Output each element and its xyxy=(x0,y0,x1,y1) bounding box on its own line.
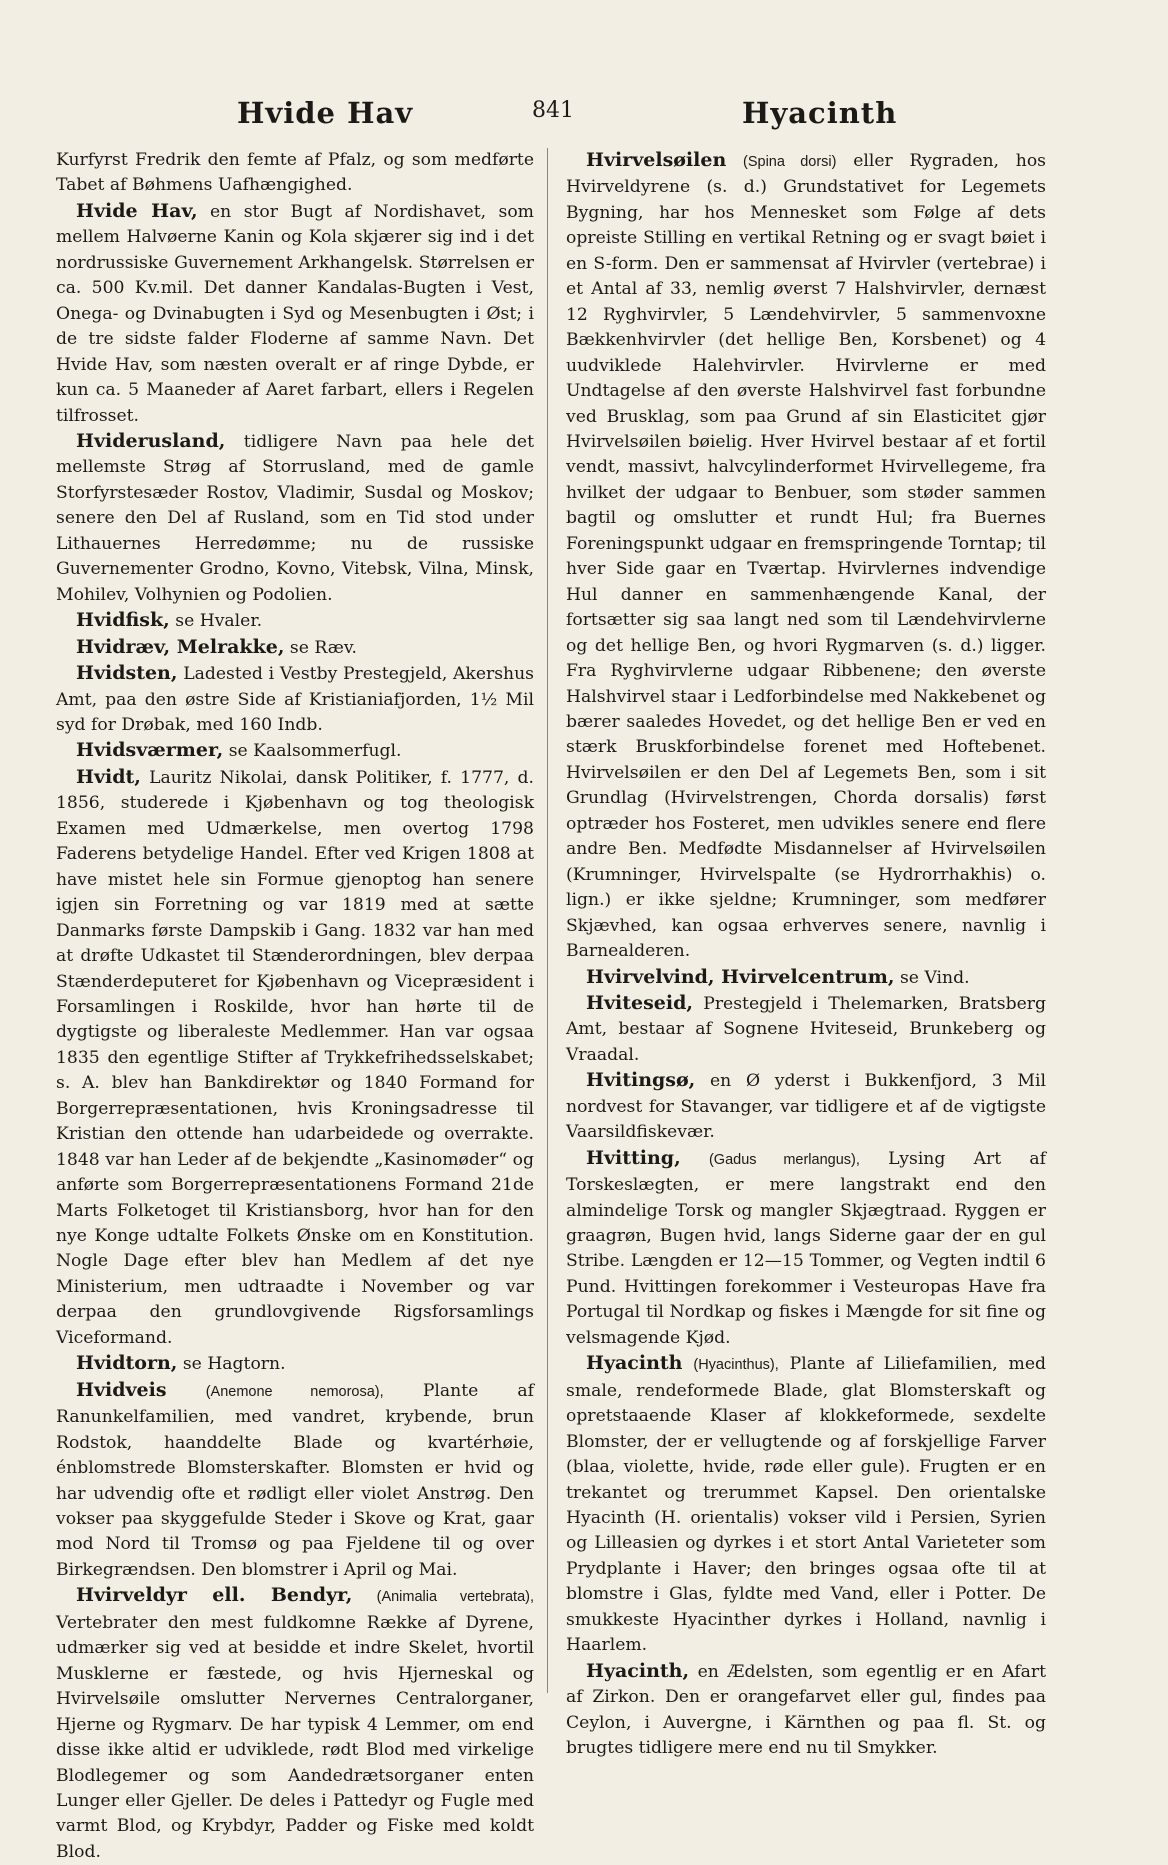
entry-headword: Hyacinth xyxy=(586,1352,683,1375)
dictionary-entry xyxy=(56,608,534,634)
entry-text: Lysing Art af Torskeslægten, er mere langstrakt end den almindelige Torsk og mangler Skjægtraad. Ryggen er graagrøn, Bugen hvid, langs Siderne gaar der en gul Stribe. Længden er 12—15 Tommer, og Vegten indtil 6 Pund. Hvittingen forekommer i Vesteuropas Have fra Portugal til Nordkap og fiskes i Mængde for sit fine og velsmagende Kjød. xyxy=(566,1148,1047,1348)
entry-headword: Hvide Hav, xyxy=(76,199,198,222)
entry-headword: Hvidtorn, xyxy=(76,1352,178,1375)
dictionary-entry xyxy=(566,965,1046,991)
right-column xyxy=(566,148,1046,1762)
entry-headword: Hvitingsø, xyxy=(586,1069,696,1092)
entry-scientific-name: (Animalia vertebrata), xyxy=(376,1589,534,1606)
left-column xyxy=(56,148,534,1865)
entry-headword: Hviteseid, xyxy=(586,991,693,1014)
entry-text: se Hvaler. xyxy=(175,611,263,632)
entry-scientific-name: (Anemone nemorosa), xyxy=(205,1383,384,1400)
entry-headword: Hvirvelsøilen xyxy=(586,149,727,171)
entry-headword: Hvidræv, Melrakke, xyxy=(76,635,285,658)
dictionary-entry xyxy=(56,1378,534,1584)
entry-text: eller Rygraden, hos Hvirveldyrene (s. d.) Grundstativet for Legemets Bygning, har hos Mennesket som Følge af dets opreiste Stilling en vertikal Retning og er svagt bøiet i en S-form. Den er sammensat af Hvirvler (vertebrae) i et Antal af 33, nemlig øverst 7 Halshvirvler, dernæst 12 Ryghvirvler, 5 Lændehvirvler, 5 sammenvoxne Bækkenhvirvler (det hellige Ben, Korsbenet) og 4 uudviklede Halehvirvler. Hvirvlerne er med Undtagelse af den øverste Halshvirvel fast forbundne ved Brusklag, som paa Grund af sin Elasticitet gjør Hvirvelsøilen bøielig. Hver Hvirvel bestaar af et fortil vendt, massivt, halvcylinderformet Hvirvellegeme, fra hvilket der udgaar to Benbuer, som støder sammen bagtil og omslutter et rundt Hul; fra Buernes Foreningspunkt udgaar en fremspringende Torntap; til hver Side gaar en Tværtap. Hvirvlernes indvendige Hul danner en sammenhængende Kanal, der fortsætter sig saa langt ned som til Lændehvirvlerne og det hellige Ben, og hvori Rygmarven (s. d.) ligger. Fra Ryghvirvlerne udgaar Ribbenene; den øverste Halshvirvel staar i Ledforbindelse med Nakkebenet og bærer saaledes Hovedet, og det hellige Ben er ved en stærk Bruskforbindelse forenet med Hoftebenet. Hvirvelsøilen er den Del af Legemets Ben, som i sit Grundlag (Hvirvelstrengen, Chorda dorsalis) først optræder hos Fosteret, men udvikles senere end flere andre Ben. Medfødte Misdannelser af Hvirvelsøilen (Krumninger, Hvirvelspalte (se Hydrorrhakhis) o. lign.) er ikke sjeldne; Krumninger, som medfører Skjævhed, kan ogsaa erhverves senere, navnlig i Barnealderen. xyxy=(566,151,1046,962)
entry-text: se Hagtorn. xyxy=(182,1354,286,1375)
dictionary-entry xyxy=(56,148,534,199)
dictionary-entry xyxy=(56,635,534,661)
dictionary-entry xyxy=(566,991,1046,1068)
dictionary-entry xyxy=(56,199,534,429)
entry-scientific-name: (Spina dorsi) xyxy=(743,154,837,170)
dictionary-entry xyxy=(56,765,534,1351)
entry-text: se Ræv. xyxy=(289,637,358,658)
entry-text: Kurfyrst Fredrik den femte af Pfalz, og som medførte Tabet af Bøhmens Uafhængighed. xyxy=(56,150,534,196)
running-head-right: Hyacinth xyxy=(742,96,898,130)
entry-text: en Ø yderst i Bukkenfjord, 3 Mil nordvest for Stavanger, var tidligere et af de vigtigste Vaarsildfiskevær. xyxy=(566,1071,1046,1143)
entry-text: en Ædelsten, som egentlig er en Afart af Zirkon. Den er orangefarvet eller gul, findes paa Ceylon, i Auvergne, i Kärnthen og paa fl. St. og brugtes tidligere mere end nu til Smykker. xyxy=(566,1661,1046,1759)
dictionary-entry xyxy=(566,1351,1046,1658)
dictionary-entry xyxy=(56,1351,534,1377)
entry-text: Ladested i Vestby Prestegjeld, Akershus Amt, paa den østre Side af Kristianiafjorden, 1½ Mil syd for Drøbak, med 160 Indb. xyxy=(56,664,534,735)
entry-text: Prestegjeld i Thelemarken, Bratsberg Amt, bestaar af Sognene Hviteseid, Brunkeberg og Vraadal. xyxy=(566,993,1046,1065)
entry-scientific-name: (Gadus merlangus), xyxy=(708,1151,860,1168)
entry-text: Lauritz Nikolai, dansk Politiker, f. 1777, d. 1856, studerede i Kjøbenhavn og tog theologisk Examen med Udmærkelse, men overtog 1798 Faderens betydelige Handel. Efter ved Krigen 1808 at have mistet hele sin Formue gjenoptog han senere igjen sin Forretning og var 1819 med at sætte Danmarks første Dampskib i Gang. 1832 var han med at drøfte Udkastet til Stænderordningen, blev derpaa Stænderdeputeret for Kjøbenhavn og Vicepræsident i Forsamlingen i Roskilde, hvor han hørte til de dygtigste og liberaleste Medlemmer. Han var ogsaa 1835 den egentlige Stifter af Trykkefrihedsselskabet; s. A. blev han Bankdirektør og 1840 Formand for Borgerrepræsentationen, hvis Kroningsadresse til Kristian den ottende han udarbeidede og overrakte. 1848 var han Leder af de bekjendte „Kasinomøder“ og anførte som Borgerrepræsentationens Formand 21de Marts Folketoget til Kristiansborg, hvor han for den nye Konge udtalte Folkets Ønske om en Konstitution. Nogle Dage efter blev han Medlem af det nye Ministerium, men udtraadte i November og var derpaa den grundlovgivende Rigsforsamlings Viceformand. xyxy=(56,767,534,1348)
entry-headword: Hvidfisk, xyxy=(76,609,170,632)
entry-scientific-name: (Hyacinthus), xyxy=(693,1357,779,1374)
entry-text: Plante af Ranunkelfamilien, med vandret, krybende, brun Rodstok, haanddelte Blade og kvartérhøie, énblomstrede Blomsterskafter. Blomsten er hvid og har udvendig ofte et rødligt eller violet Anstrøg. Den vokser paa skyggefulde Steder i Skove og Krat, gaar mod Nord til Tromsø og paa Fjeldene til og over Birkegrændsen. Den blomstrer i April og Mai. xyxy=(56,1380,535,1580)
dictionary-entry xyxy=(566,1146,1046,1352)
entry-headword: Hvirveldyr ell. Bendyr, xyxy=(76,1584,353,1607)
running-head-left: Hvide Hav xyxy=(237,96,414,130)
dictionary-entry xyxy=(566,148,1046,965)
entry-text: se Vind. xyxy=(899,967,970,988)
entry-text: tidligere Navn paa hele det mellemste Strøg af Storrusland, med de gamle Storfyrstesæder Rostov, Vladimir, Susdal og Moskov; senere den Del af Rusland, som en Tid stod under Lithauernes Herredømme; nu de russiske Guvernementer Grodno, Kovno, Vitebsk, Vilna, Minsk, Mohilev, Volhynien og Podolien. xyxy=(56,431,535,605)
entry-headword: Hvidsværmer, xyxy=(76,739,224,762)
entry-text: se Kaalsommerfugl. xyxy=(228,741,402,762)
page-number: 841 xyxy=(532,98,574,123)
entry-headword: Hvidveis xyxy=(76,1378,167,1401)
entry-text: Plante af Liliefamilien, med smale, rendeformede Blade, glat Blomsterskaft og opretstaaende Klaser af klokkeformede, sexdelte Blomster, der er vellugtende og af forskjellige Farver (blaa, violette, hvide, røde eller gule). Frugten er en trekantet og trerummet Kapsel. Den orientalske Hyacinth (H. orientalis) vokser vild i Persien, Syrien og Lilleasien og dyrkes i et stort Antal Varieteter som Prydplante i Haver; den bringes ogsaa ofte til at blomstre i Glas, fyldte med Vand, eller i Potter. De smukkeste Hyacinther dyrkes i Holland, navnlig i Haarlem. xyxy=(566,1354,1046,1656)
page-header xyxy=(52,96,1127,142)
entry-text: Vertebrater den mest fuldkomne Række af Dyrene, udmærker sig ved at besidde et indre Skelet, hvortil Musklerne er fæstede, og hvis Hjerneskal og Hvirvelsøile omslutter Nervernes Centralorganer, Hjerne og Rygmarv. De har typisk 4 Lemmer, om end disse ikke altid er udviklede, rødt Blod med virkelige Blodlegemer og som Aandedrætsorganer enten Lunger eller Gjeller. De deles i Pattedyr og Fugle med varmt Blod, og Krybdyr, Padder og Fiske med koldt Blod. xyxy=(56,1612,534,1862)
column-divider xyxy=(547,148,548,1693)
entry-headword: Hvidt, xyxy=(76,765,141,788)
entry-headword: Hvirvelvind, Hvirvelcentrum, xyxy=(586,965,895,988)
dictionary-entry xyxy=(56,661,534,738)
entry-headword: Hviderusland, xyxy=(76,429,226,452)
dictionary-entry xyxy=(566,1068,1046,1145)
dictionary-entry xyxy=(56,1583,534,1865)
entry-headword: Hyacinth, xyxy=(586,1659,690,1682)
entry-headword: Hvitting, xyxy=(586,1146,681,1169)
dictionary-entry xyxy=(56,738,534,764)
dictionary-entry xyxy=(56,429,534,608)
entry-headword: Hvidsten, xyxy=(76,662,178,685)
dictionary-entry xyxy=(566,1659,1046,1762)
entry-text: en stor Bugt af Nordishavet, som mellem Halvøerne Kanin og Kola skjærer sig ind i det nordrussiske Guvernement Arkhangelsk. Størrelsen er ca. 500 Kv.mil. Det danner Kandalas-Bugten i Vest, Onega- og Dvinabugten i Syd og Mesenbugten i Øst; i de tre sidste falder Floderne af samme Navn. Det Hvide Hav, som næsten overalt er af ringe Dybde, er kun ca. 5 Maaneder af Aaret farbart, ellers i Regelen tilfrosset. xyxy=(56,201,534,426)
